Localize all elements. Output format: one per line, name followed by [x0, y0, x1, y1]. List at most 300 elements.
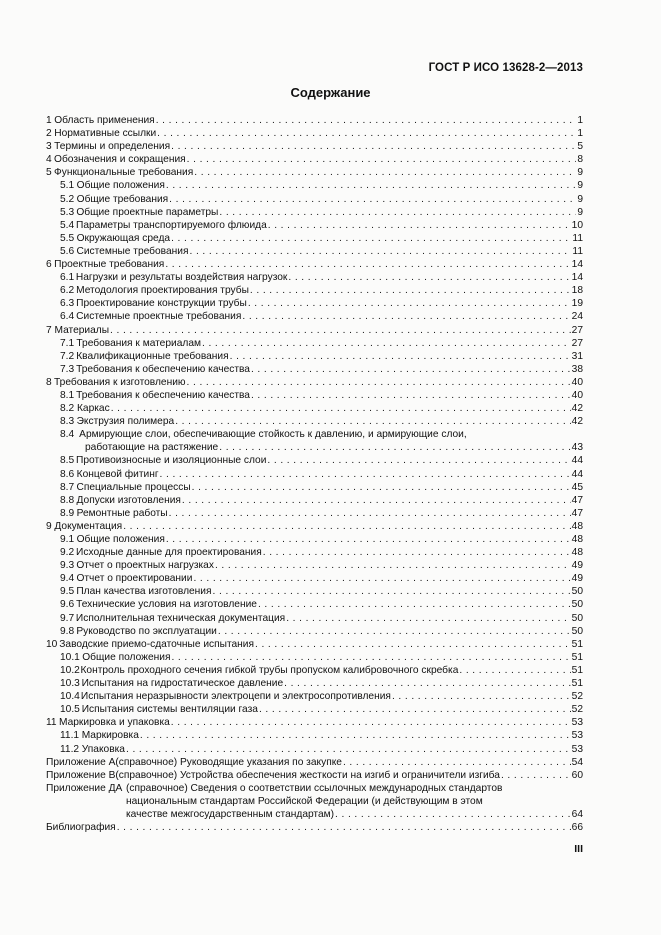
toc-entry-page: 66: [571, 822, 583, 834]
toc-entry[interactable]: [46, 140, 583, 153]
toc-entry-page: 31: [571, 350, 583, 362]
toc-entry-page: 47: [571, 507, 583, 519]
toc-entry-title: Контроль проходного сечения гибкой трубы пропуском калибровочного скребка: [80, 664, 459, 676]
toc-entry-line: [60, 454, 583, 467]
toc-entry-title: Допуски изготовления: [76, 494, 181, 506]
toc-entry-line: [60, 559, 583, 572]
toc-entry-page: 10: [571, 219, 583, 231]
toc-entry-page: 11: [572, 245, 583, 257]
leader-dots: [193, 572, 570, 585]
leader-dots: [248, 297, 571, 310]
toc-entry-title: Специальные процессы: [76, 481, 191, 493]
toc-entry[interactable]: [46, 297, 583, 310]
toc-entry-number: 9.1: [60, 534, 75, 545]
toc-entry-line: [60, 468, 583, 481]
toc-entry-number: 7.1: [60, 337, 75, 349]
toc-entry-page: 54: [571, 756, 583, 768]
toc-entry[interactable]: [46, 284, 583, 297]
leader-dots: [171, 716, 571, 729]
toc-entry-page: 49: [571, 573, 583, 585]
annex-label: Приложение ДА: [46, 782, 123, 794]
leader-dots: [230, 350, 571, 363]
toc-entry-title: Маркировка: [81, 730, 139, 742]
toc-entry-title: Нормативные ссылки: [54, 128, 157, 140]
toc-entry[interactable]: [46, 716, 583, 729]
toc-entry[interactable]: [46, 664, 583, 677]
toc-entry-title: Экструзия полимера: [76, 416, 175, 428]
toc-entry-line: [60, 232, 583, 245]
toc-entry-number: 5.4: [60, 219, 75, 231]
toc-entry-title: Армирующие слои, обеспечивающие стойкость к давлению, и армирующие слои,: [79, 429, 467, 441]
toc-entry[interactable]: [46, 363, 583, 376]
toc-entry[interactable]: [46, 612, 583, 625]
toc-entry-page: 53: [571, 730, 583, 742]
toc-entry-line: [46, 638, 583, 651]
leader-dots: [215, 559, 571, 572]
toc-entry-number: 8.2: [60, 403, 75, 415]
leader-dots: [251, 363, 571, 376]
toc-entry-line: [60, 310, 583, 323]
leader-dots: [219, 206, 576, 219]
toc-entry[interactable]: [46, 585, 583, 598]
toc-entry-page: 64: [571, 808, 583, 820]
leader-dots: [194, 166, 576, 179]
toc-entry[interactable]: [46, 559, 583, 572]
leader-dots: [218, 625, 571, 638]
toc-entry[interactable]: [46, 533, 583, 546]
toc-entry-title: Требования к обеспечению качества: [76, 389, 250, 401]
leader-dots: [213, 585, 571, 598]
toc-entry[interactable]: [46, 598, 583, 611]
toc-entry-title: Отчет о проектировании: [76, 573, 193, 585]
toc-entry-line: [46, 258, 583, 271]
toc-entry-line: [60, 703, 583, 716]
leader-dots: [219, 441, 570, 454]
toc-entry-number: 10.5: [60, 704, 80, 716]
toc-entry[interactable]: [46, 166, 583, 179]
toc-entry-number: 5.2: [60, 193, 75, 205]
toc-entry-title: Исполнительная техническая документация: [75, 612, 286, 624]
toc-entry[interactable]: [46, 310, 583, 323]
toc-entry-page: 5: [577, 141, 583, 153]
toc-entry-title: Технические условия на изготовление: [76, 599, 257, 611]
toc-entry-number: 9.2: [60, 547, 75, 559]
leader-dots: [242, 310, 570, 323]
toc-entry[interactable]: [46, 350, 583, 363]
toc-entry[interactable]: [46, 428, 583, 454]
toc-entry-title: Системные требования: [76, 245, 189, 257]
toc-entry[interactable]: [46, 415, 583, 428]
toc-entry-number: 10.3: [60, 678, 80, 690]
leader-dots: [157, 127, 576, 140]
toc-entry-page: 50: [571, 625, 583, 637]
leader-dots: [165, 258, 570, 271]
toc-entry-line: [46, 782, 583, 795]
toc-entry-line: [60, 677, 583, 690]
leader-dots: [166, 179, 576, 192]
toc-entry-page: 14: [571, 259, 583, 271]
annex-title: (справочное) Руководящие указания по закупке: [115, 756, 342, 768]
toc-entry-page: 1: [577, 128, 583, 140]
leader-dots: [140, 729, 571, 742]
toc-entry[interactable]: [46, 572, 583, 585]
toc-entry-number: 11: [46, 717, 57, 729]
toc-entry-line: [46, 376, 583, 389]
toc-entry-line: [60, 389, 583, 402]
toc-entry-line: [60, 245, 583, 258]
leader-dots: [284, 677, 571, 690]
toc-entry-line: [60, 193, 583, 206]
toc-entry-title: Проектирование конструкции трубы: [76, 298, 247, 310]
toc-entry-number: 9.7: [60, 612, 75, 624]
toc-entry-title: Общие положения: [82, 651, 171, 663]
toc-entry-page: 45: [571, 481, 583, 493]
leader-dots: [268, 219, 571, 232]
leader-dots: [263, 546, 571, 559]
toc-entry-line: [60, 729, 583, 742]
toc-entry-title: Материалы: [54, 324, 110, 336]
toc-entry-line: [60, 206, 583, 219]
toc-entry-line: [46, 520, 583, 533]
toc-entry[interactable]: [46, 468, 583, 481]
toc-entry-line: [46, 795, 583, 808]
toc-entry-title: Маркировка и упаковка: [59, 717, 170, 729]
toc-entry-title: Противоизносные и изоляционные слои: [76, 455, 267, 467]
toc-entry-number: 5.3: [60, 206, 75, 218]
leader-dots: [192, 481, 571, 494]
toc-entry-line: [46, 808, 583, 821]
toc-entry-number: 7.2: [60, 350, 75, 362]
toc-entry-line: [46, 324, 583, 337]
toc-entry-line: [60, 546, 583, 559]
toc-entry-title: Документация: [54, 520, 123, 532]
toc-entry-title: План качества изготовления: [76, 586, 212, 598]
toc-entry-line: [60, 284, 583, 297]
toc-entry-page: 14: [571, 272, 583, 284]
toc-entry[interactable]: [46, 703, 583, 716]
leader-dots: [156, 114, 577, 127]
toc-entry-title: Обозначения и сокращения: [54, 154, 186, 166]
toc-entry-number: 9.5: [60, 586, 75, 598]
toc-entry-line: [60, 350, 583, 363]
toc-entry-page: 24: [571, 311, 583, 323]
toc-entry-number: 10: [46, 638, 58, 650]
toc-entry-line: [46, 153, 583, 166]
leader-dots: [250, 284, 571, 297]
leader-dots: [126, 743, 571, 756]
toc-entry-line: [46, 821, 583, 834]
bibliography-title: Библиография: [46, 822, 116, 834]
toc-entry-number: 8.5: [60, 455, 75, 467]
toc-entry-number: 8.1: [60, 389, 75, 401]
annex-title-cont: качестве межгосударственным стандартам): [126, 808, 335, 820]
leader-dots: [187, 153, 577, 166]
leader-dots: [123, 520, 570, 533]
toc-entry-title: Системные проектные требования: [76, 311, 242, 323]
toc-entry-title: Каркас: [76, 403, 110, 415]
page-title: Содержание: [290, 85, 371, 100]
leader-dots: [335, 808, 571, 821]
toc-entry-number: 11.2: [60, 743, 80, 755]
toc-entry-page: 49: [571, 560, 583, 572]
toc-entry[interactable]: [46, 677, 583, 690]
toc-entry-line: [60, 598, 583, 611]
leader-dots: [169, 193, 576, 206]
toc-entry-title: Исходные данные для проектирования: [76, 547, 262, 559]
toc-entry-page: 9: [577, 206, 583, 218]
leader-dots: [459, 664, 570, 677]
toc-entry-number: 2: [46, 128, 52, 140]
toc-entry[interactable]: [46, 481, 583, 494]
toc-entry-line: [46, 140, 583, 153]
toc-entry[interactable]: [46, 179, 583, 192]
toc-entry-number: 6.1: [60, 272, 75, 284]
annex-label: Приложение В: [46, 769, 116, 781]
toc-entry-number: 6.4: [60, 311, 75, 323]
toc-entry-number: 9.4: [60, 573, 75, 585]
toc-entry-line: [60, 507, 583, 520]
toc-entry-number: 5: [46, 167, 52, 179]
toc-entry[interactable]: [46, 324, 583, 337]
toc-entry-line: [60, 219, 583, 232]
toc-entry-line: [46, 756, 583, 769]
toc-entry[interactable]: [46, 507, 583, 520]
toc-entry-title-cont: работающие на растяжение: [85, 442, 219, 454]
toc-entry-page: 47: [571, 494, 583, 506]
toc-entry-page: 1: [577, 115, 583, 126]
toc-annex-entry[interactable]: [46, 769, 583, 782]
toc-entry-line: [60, 179, 583, 192]
leader-dots: [169, 507, 571, 520]
toc-entry[interactable]: [46, 389, 583, 402]
toc-entry-page: 51: [571, 638, 583, 650]
toc-entry[interactable]: [46, 114, 583, 127]
leader-dots: [189, 245, 571, 258]
toc-entry[interactable]: [46, 402, 583, 415]
toc-entry[interactable]: [46, 638, 583, 651]
toc-entry-line: [60, 743, 583, 756]
toc-entry[interactable]: [46, 232, 583, 245]
toc-entry-page: 52: [571, 691, 583, 703]
toc-entry-page: 43: [571, 442, 583, 454]
leader-dots: [392, 690, 571, 703]
toc-entry-number: 6.3: [60, 298, 75, 310]
toc-entry-title: Требования к обеспечению качества: [76, 363, 250, 375]
leader-dots: [286, 612, 570, 625]
toc-entry-line: [46, 166, 583, 179]
toc-entry[interactable]: [46, 376, 583, 389]
toc-entry-line: [60, 494, 583, 507]
leader-dots: [187, 376, 571, 389]
toc-entry[interactable]: [46, 454, 583, 467]
toc-entry[interactable]: [46, 193, 583, 206]
toc-entry-number: 11.1: [60, 730, 80, 742]
toc-entry-number: 8.4: [60, 429, 75, 441]
leader-dots: [171, 651, 570, 664]
toc-entry-number: 9.8: [60, 625, 75, 637]
annex-label: Приложение А: [46, 756, 116, 768]
annex-title: (справочное) Сведения о соответствии ссылочных международных стандартов: [126, 782, 503, 794]
toc-entry-number: 9.3: [60, 560, 75, 572]
toc-entry[interactable]: [46, 127, 583, 140]
leader-dots: [259, 703, 571, 716]
toc-entry-title: Нагрузки и результаты воздействия нагрузок: [75, 272, 288, 284]
toc-entry-number: 8.3: [60, 416, 75, 428]
toc-entry-page: 44: [571, 468, 583, 480]
page-number: III: [574, 843, 583, 855]
toc-entry-page: 51: [571, 678, 583, 690]
toc-entry-line: [60, 612, 583, 625]
toc-entry-page: 50: [571, 586, 583, 598]
toc-entry[interactable]: [46, 690, 583, 703]
leader-dots: [343, 756, 571, 769]
toc-entry-title: Испытания на гидростатическое давление: [81, 678, 284, 690]
toc-entry-line: [60, 428, 583, 441]
toc-entry-title: Требования к изготовлению: [54, 376, 186, 388]
toc-entry-page: 40: [571, 376, 583, 388]
toc-entry-line: [46, 769, 583, 782]
toc-entry-title: Требования к материалам: [76, 337, 201, 349]
table-of-contents: [46, 114, 583, 834]
toc-entry-title: Термины и определения: [54, 141, 171, 153]
toc-entry-title: Область применения: [54, 115, 155, 126]
toc-entry[interactable]: [46, 546, 583, 559]
toc-entry-title: Общие требования: [76, 193, 169, 205]
toc-entry-page: 53: [571, 717, 583, 729]
toc-annex-entry[interactable]: [46, 782, 583, 821]
annex-title-cont: национальным стандартам Российской Федерации (и действующим в этом: [126, 795, 483, 807]
toc-entry-number: 8: [46, 376, 52, 388]
leader-dots: [111, 402, 571, 415]
toc-entry[interactable]: [46, 520, 583, 533]
toc-entry-page: 8: [577, 154, 583, 166]
toc-entry-line: [60, 441, 583, 454]
toc-entry-number: 8.7: [60, 481, 75, 493]
toc-entry-line: [60, 415, 583, 428]
toc-entry-page: 18: [571, 285, 583, 297]
toc-entry-title: Общие проектные параметры: [76, 206, 219, 218]
toc-entry-page: 11: [572, 232, 583, 244]
toc-entry[interactable]: [46, 651, 583, 664]
toc-entry[interactable]: [46, 258, 583, 271]
toc-entry[interactable]: [46, 245, 583, 258]
toc-entry-line: [60, 651, 583, 664]
toc-entry-line: [60, 690, 583, 703]
toc-bibliography-entry[interactable]: [46, 821, 583, 834]
toc-entry[interactable]: [46, 729, 583, 742]
toc-entry-line: [46, 716, 583, 729]
toc-entry-page: 44: [571, 455, 583, 467]
toc-entry-number: 9: [46, 520, 52, 532]
toc-entry-title: Функциональные требования: [53, 167, 194, 179]
toc-entry-page: 40: [571, 389, 583, 401]
leader-dots: [175, 415, 570, 428]
leader-dots: [255, 638, 571, 651]
toc-entry-number: 6: [46, 259, 52, 271]
toc-entry-number: 8.6: [60, 468, 75, 480]
toc-entry-number: 9.6: [60, 599, 75, 611]
leader-dots: [171, 232, 571, 245]
leader-dots: [117, 821, 571, 834]
leader-dots: [267, 454, 570, 467]
toc-entry-page: 51: [571, 664, 583, 676]
toc-entry-page: 27: [571, 337, 583, 349]
toc-entry-page: 48: [571, 547, 583, 559]
toc-entry[interactable]: [46, 743, 583, 756]
toc-entry-number: 8.8: [60, 494, 75, 506]
toc-entry-page: 42: [571, 416, 583, 428]
toc-entry-number: 4: [46, 154, 52, 166]
toc-entry-number: 5.1: [60, 180, 75, 192]
toc-entry-number: 7: [46, 324, 52, 336]
toc-entry[interactable]: [46, 494, 583, 507]
toc-entry-number: 3: [46, 141, 52, 153]
leader-dots: [160, 468, 571, 481]
toc-entry-page: 51: [571, 651, 583, 663]
toc-entry[interactable]: [46, 153, 583, 166]
toc-entry-title: Методология проектирования трубы: [76, 285, 249, 297]
toc-entry-title: Отчет о проектных нагрузках: [76, 560, 214, 572]
toc-entry-line: [60, 585, 583, 598]
toc-entry-page: 9: [577, 180, 583, 192]
toc-entry-page: 50: [571, 599, 583, 611]
toc-entry-title: Испытания системы вентиляции газа: [81, 704, 258, 716]
toc-entry-line: [60, 297, 583, 310]
leader-dots: [166, 533, 571, 546]
toc-entry-title: Параметры транспортируемого флюида: [76, 219, 267, 231]
toc-entry[interactable]: [46, 337, 583, 350]
toc-entry-title: Ремонтные работы: [76, 507, 168, 519]
toc-entry-number: 5.6: [60, 245, 75, 257]
toc-entry-title: Общие положения: [76, 534, 165, 545]
leader-dots: [501, 769, 571, 782]
toc-entry[interactable]: [46, 625, 583, 638]
annex-title: (справочное) Устройства обеспечения жесткости на изгиб и ограничители изгиба: [115, 769, 500, 781]
toc-entry-page: 42: [571, 403, 583, 415]
leader-dots: [288, 271, 570, 284]
leader-dots: [258, 598, 571, 611]
toc-entry-title: Проектные требования: [54, 259, 165, 271]
leader-dots: [202, 337, 571, 350]
toc-entry-number: 10.4: [60, 691, 80, 703]
toc-entry-page: 19: [571, 298, 583, 310]
toc-entry-title: Руководство по эксплуатации: [76, 625, 217, 637]
toc-entry-page: 9: [577, 167, 583, 179]
toc-entry[interactable]: [46, 219, 583, 232]
toc-entry-line: [60, 664, 583, 677]
toc-annex-entry[interactable]: [46, 756, 583, 769]
toc-entry-line: [60, 481, 583, 494]
toc-entry-line: [46, 114, 583, 127]
document-code: ГОСТ Р ИСО 13628-2—2013: [428, 62, 583, 74]
toc-entry-title: Упаковка: [81, 743, 125, 755]
leader-dots: [171, 140, 576, 153]
leader-dots: [251, 389, 571, 402]
toc-entry-line: [60, 572, 583, 585]
toc-entry-page: 38: [571, 363, 583, 375]
toc-entry-line: [60, 271, 583, 284]
toc-entry[interactable]: [46, 206, 583, 219]
leader-dots: [182, 494, 571, 507]
toc-entry-number: 10.2: [60, 664, 80, 676]
toc-entry-title: Концевой фитинг: [76, 468, 159, 480]
toc-entry-number: 1: [46, 115, 52, 126]
toc-entry-number: 5.5: [60, 232, 75, 244]
toc-entry-page: 48: [571, 534, 583, 545]
toc-entry-number: 8.9: [60, 507, 75, 519]
toc-entry[interactable]: [46, 271, 583, 284]
toc-entry-page: 27: [571, 324, 583, 336]
